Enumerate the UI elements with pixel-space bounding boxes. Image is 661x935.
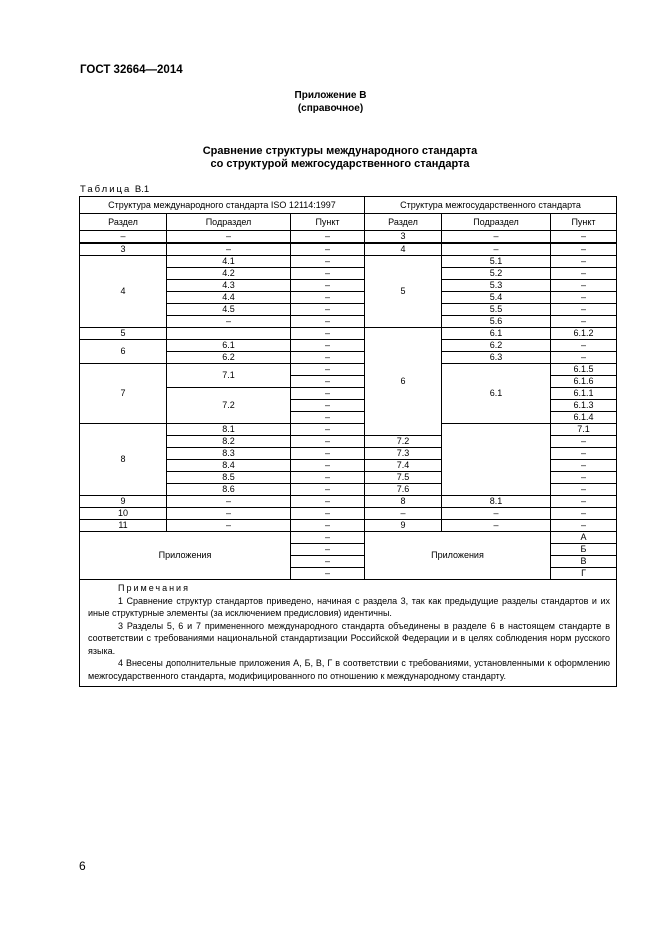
- cell: –: [551, 352, 617, 364]
- table-row: [80, 231, 617, 244]
- cell: –: [551, 436, 617, 448]
- cell: 4: [365, 243, 442, 256]
- cell: –: [551, 520, 617, 532]
- cell: –: [551, 268, 617, 280]
- cell: –: [442, 243, 551, 256]
- cell: 7.5: [365, 472, 442, 484]
- cell: –: [291, 292, 365, 304]
- annex-heading: [0, 89, 661, 115]
- cell: 6.1.1: [551, 388, 617, 400]
- cell: –: [167, 231, 291, 244]
- cell: –: [551, 304, 617, 316]
- cell: –: [551, 472, 617, 484]
- cell: –: [291, 484, 365, 496]
- cell: –: [551, 484, 617, 496]
- cell: –: [291, 448, 365, 460]
- cell: –: [167, 520, 291, 532]
- cell: –: [291, 460, 365, 472]
- document-title-line1: Сравнение структуры международного стандарта: [202, 145, 478, 157]
- cell: –: [551, 460, 617, 472]
- cell: 6.1: [167, 340, 291, 352]
- cell: 6.1.3: [551, 400, 617, 412]
- cell: 7.4: [365, 460, 442, 472]
- cell: 6.1: [442, 364, 551, 424]
- cell: –: [291, 508, 365, 520]
- col-header-section: Раздел: [80, 214, 167, 231]
- cell: Б: [551, 544, 617, 556]
- cell: –: [291, 340, 365, 352]
- cell: 6.2: [167, 352, 291, 364]
- table-row: [80, 256, 617, 268]
- comparison-table: [79, 196, 617, 687]
- cell: 7.6: [365, 484, 442, 496]
- cell: –: [167, 316, 291, 328]
- group-header-interstate: Структура межгосударственного стандарта: [365, 197, 617, 214]
- cell: –: [291, 472, 365, 484]
- cell: 8.2: [167, 436, 291, 448]
- cell: –: [551, 340, 617, 352]
- cell: –: [291, 568, 365, 580]
- annex-type: (справочное): [297, 103, 364, 114]
- cell: 7.1: [167, 364, 291, 388]
- cell: 8: [365, 496, 442, 508]
- cell-appendices-right: Приложения: [365, 532, 551, 580]
- cell: 11: [80, 520, 167, 532]
- note-1: 1 Сравнение структур стандартов приведено, начиная с раздела 3, так как предыдущие разделы стандартов и их иные структурные элементы (за исключением предисловия) идентичны.: [88, 595, 611, 618]
- cell: 3: [365, 231, 442, 244]
- cell: –: [291, 280, 365, 292]
- notes-cell: [80, 580, 617, 687]
- cell: –: [291, 304, 365, 316]
- table-row: [80, 243, 617, 256]
- cell: 9: [365, 520, 442, 532]
- cell: 6.1: [442, 328, 551, 340]
- cell: 7.3: [365, 448, 442, 460]
- cell: –: [551, 292, 617, 304]
- cell: –: [167, 496, 291, 508]
- cell: –: [551, 316, 617, 328]
- cell: –: [291, 352, 365, 364]
- cell: –: [551, 448, 617, 460]
- col-header-item: Пункт: [551, 214, 617, 231]
- cell: –: [291, 316, 365, 328]
- table-row: [80, 364, 617, 376]
- cell: 8.4: [167, 460, 291, 472]
- annex-title: Приложение В: [294, 90, 367, 101]
- cell: 5.2: [442, 268, 551, 280]
- cell: 6.1.5: [551, 364, 617, 376]
- cell: –: [551, 280, 617, 292]
- cell: 9: [80, 496, 167, 508]
- cell: 5: [365, 256, 442, 328]
- notes-row: [80, 580, 617, 687]
- cell: 6.3: [442, 352, 551, 364]
- document-title: [0, 145, 661, 171]
- cell: –: [291, 328, 365, 340]
- table-row: [80, 520, 617, 532]
- cell: –: [291, 532, 365, 544]
- cell: 5.5: [442, 304, 551, 316]
- page-number: 6: [79, 859, 86, 873]
- cell: [442, 424, 551, 496]
- cell: 6: [365, 328, 442, 436]
- cell: –: [167, 243, 291, 256]
- cell: 6.2: [442, 340, 551, 352]
- cell: 5.4: [442, 292, 551, 304]
- cell: –: [291, 496, 365, 508]
- cell: –: [291, 400, 365, 412]
- table-row: [80, 496, 617, 508]
- cell: –: [291, 256, 365, 268]
- document-title-line2: со структурой межгосударственного стандарта: [210, 158, 470, 170]
- cell: –: [291, 424, 365, 436]
- table-row: [80, 532, 617, 544]
- cell: В: [551, 556, 617, 568]
- table-row: [80, 328, 617, 340]
- notes-title: Примечания: [118, 583, 190, 593]
- note-4: 4 Внесены дополнительные приложения А, Б, В, Г в соответствии с требованиями, установленными к оформлению межгосударственного стандарта, модифицированного по отношению к международному стандарту.: [88, 658, 611, 681]
- table-row: [80, 340, 617, 352]
- cell-appendices-left: Приложения: [80, 532, 291, 580]
- cell: –: [291, 556, 365, 568]
- standard-designation: ГОСТ 32664—2014: [80, 64, 183, 76]
- cell: –: [291, 436, 365, 448]
- cell: –: [80, 231, 167, 244]
- table-column-header-row: [80, 214, 617, 231]
- cell: 4: [80, 256, 167, 328]
- cell: 7.1: [551, 424, 617, 436]
- cell: [167, 328, 291, 340]
- cell: –: [291, 268, 365, 280]
- cell: 8: [80, 424, 167, 496]
- cell: –: [167, 508, 291, 520]
- cell: –: [442, 508, 551, 520]
- cell: 3: [80, 243, 167, 256]
- table-group-header-row: [80, 197, 617, 214]
- group-header-international: Структура международного стандарта ISO 12114:1997: [80, 197, 365, 214]
- cell: 7: [80, 364, 167, 424]
- cell: 4.4: [167, 292, 291, 304]
- cell: –: [365, 508, 442, 520]
- cell: –: [551, 508, 617, 520]
- cell: –: [442, 231, 551, 244]
- cell: 4.2: [167, 268, 291, 280]
- table-caption-label: Таблица: [80, 184, 132, 195]
- table-caption: [80, 184, 149, 195]
- cell: 5.1: [442, 256, 551, 268]
- cell: 7.2: [167, 388, 291, 424]
- cell: –: [291, 388, 365, 400]
- cell: –: [291, 544, 365, 556]
- cell: –: [291, 231, 365, 244]
- cell: 8.1: [442, 496, 551, 508]
- cell: 8.1: [167, 424, 291, 436]
- cell: А: [551, 532, 617, 544]
- cell: 8.5: [167, 472, 291, 484]
- cell: 5.3: [442, 280, 551, 292]
- cell: 6.1.4: [551, 412, 617, 424]
- cell: 5.6: [442, 316, 551, 328]
- cell: Г: [551, 568, 617, 580]
- col-header-subsection: Подраздел: [167, 214, 291, 231]
- cell: –: [291, 376, 365, 388]
- cell: 4.3: [167, 280, 291, 292]
- cell: 6.1.2: [551, 328, 617, 340]
- cell: 8.6: [167, 484, 291, 496]
- cell: 6.1.6: [551, 376, 617, 388]
- cell: –: [551, 231, 617, 244]
- cell: –: [291, 520, 365, 532]
- note-3: 3 Разделы 5, 6 и 7 примененного международного стандарта объединены в разделе 6 в настоящем стандарте в соответствии с требованиями национальной стандартизации Российской Федерации и в целях соблюдения норм русского языка.: [88, 620, 611, 656]
- table-caption-number: В.1: [134, 184, 150, 195]
- cell: –: [442, 520, 551, 532]
- cell: –: [291, 412, 365, 424]
- cell: 8.3: [167, 448, 291, 460]
- cell: 6: [80, 340, 167, 364]
- cell: 4.5: [167, 304, 291, 316]
- col-header-subsection: Подраздел: [442, 214, 551, 231]
- col-header-item: Пункт: [291, 214, 365, 231]
- cell: –: [291, 243, 365, 256]
- cell: –: [551, 496, 617, 508]
- cell: 7.2: [365, 436, 442, 448]
- cell: –: [291, 364, 365, 376]
- table-row: [80, 508, 617, 520]
- cell: –: [551, 243, 617, 256]
- cell: –: [551, 256, 617, 268]
- col-header-section: Раздел: [365, 214, 442, 231]
- cell: 4.1: [167, 256, 291, 268]
- table-row: [80, 424, 617, 436]
- cell: 10: [80, 508, 167, 520]
- cell: 5: [80, 328, 167, 340]
